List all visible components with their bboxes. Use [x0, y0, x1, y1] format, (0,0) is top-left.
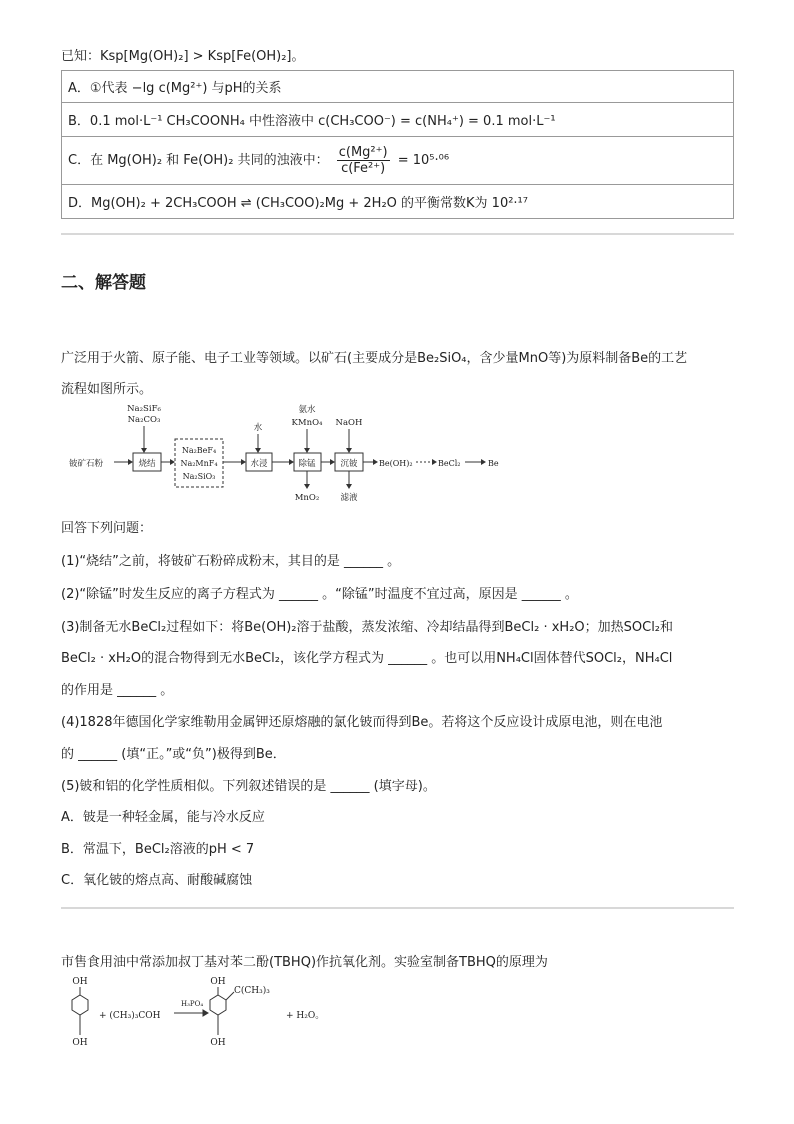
q1-intro-line2: 流程如图所示。: [61, 382, 153, 397]
q1-choice-b: B．常温下，BeCl₂溶液的pH < 7: [61, 842, 255, 857]
q1-prompt: 回答下列问题：: [61, 521, 153, 536]
reagent-na2co3: Na₂CO₃: [127, 415, 161, 425]
start-material: 铍矿石粉: [69, 459, 104, 469]
option-c-tail: = 10⁵·⁰⁶: [397, 153, 450, 168]
box-sintering-label: 烧结: [138, 459, 156, 469]
reagent-ammonia: 氨水: [298, 405, 316, 415]
option-d: D．Mg(OH)₂ + 2CH₃COOH ⇌ (CH₃COO)₂Mg + 2H₂O 的平衡常数K为 10²·¹⁷: [62, 185, 734, 219]
q1-sub2: (2)“除锰”时发生反应的离子方程式为 ______ 。“除锰”时温度不宜过高，原因是 ______ 。: [61, 587, 578, 602]
options-table: [61, 70, 734, 219]
hydroquinone-oh-top: OH: [72, 977, 88, 987]
product-be: Be: [488, 459, 499, 468]
reagent-na2sif6: Na₂SiF₆: [127, 404, 161, 414]
output-filtrate: 滤液: [340, 493, 358, 503]
reagent-naoh: NaOH: [335, 418, 363, 428]
output-mno2: MnO₂: [294, 493, 320, 503]
fraction-numerator: c(Mg²⁺): [338, 145, 388, 160]
byproduct-water: + H₂O。: [286, 1011, 325, 1021]
product-na2bef4: Na₂BeF₄: [181, 446, 217, 455]
fraction-denominator: c(Fe²⁺): [341, 161, 386, 176]
q1-sub3-line1: (3)制备无水BeCl₂过程如下：将Be(OH)₂溶于盐酸，蒸发浓缩、冷却结晶得到BeCl₂ · xH₂O；加热SOCl₂和: [61, 620, 674, 635]
section-title: 二、解答题: [61, 273, 146, 293]
option-c-label: C．在 Mg(OH)₂ 和 Fe(OH)₂ 共同的浊液中：: [68, 153, 329, 168]
reagent-kmno4: KMnO₄: [291, 418, 323, 428]
benzene-ring: [72, 995, 88, 1015]
process-flow-diagram: [66, 402, 506, 508]
catalyst-h3po4: H₃PO₄: [181, 1000, 204, 1008]
option-c-fraction: [337, 145, 390, 176]
divider: [61, 907, 734, 909]
tbhq-oh-bottom: OH: [210, 1038, 226, 1048]
known-condition: 已知：Ksp[Mg(OH)₂] > Ksp[Fe(OH)₂]。: [61, 49, 305, 64]
hydroquinone-oh-bottom: OH: [72, 1038, 88, 1048]
tbhq-substituent: C(CH₃)₃: [234, 986, 270, 996]
box-leaching-label: 水浸: [250, 459, 268, 469]
q1-sub4-line2: 的 ______ (填“正。”或“负”)极得到Be．: [61, 747, 286, 762]
option-b: B．0.1 mol·L⁻¹ CH₃COONH₄ 中性溶液中 c(CH₃COO⁻) = c(NH₄⁺) = 0.1 mol·L⁻¹: [62, 103, 734, 137]
q1-sub3-line2: BeCl₂ · xH₂O的混合物得到无水BeCl₂，该化学方程式为 ______ 。也可以用NH₄Cl固体替代SOCl₂，NH₄Cl: [61, 651, 673, 666]
q2-intro: 市售食用油中常添加叔丁基对苯二酚(TBHQ)作抗氧化剂。实验室制备TBHQ的原理为: [61, 955, 548, 970]
q1-sub1: (1)“烧结”之前，将铍矿石粉碎成粉末，其目的是 ______ 。: [61, 554, 401, 569]
q1-sub5: (5)铍和铝的化学性质相似。下列叙述错误的是 ______ (填字母)。: [61, 779, 436, 794]
option-c: [62, 137, 734, 185]
product-beoh2: Be(OH)₂: [379, 459, 413, 468]
box-demanganese-label: 除锰: [298, 459, 316, 469]
product-na2sio3: Na₂SiO₃: [182, 472, 216, 481]
reactant-tbutanol: + (CH₃)₃COH: [99, 1011, 161, 1021]
box-precipitation-label: 沉铍: [340, 459, 358, 469]
q1-choice-c: C．氧化铍的熔点高、耐酸碱腐蚀: [61, 873, 253, 888]
reagent-water: 水: [253, 423, 263, 433]
tbhq-oh-top: OH: [210, 977, 226, 987]
reaction-scheme: [66, 975, 346, 1050]
q1-sub4-line1: (4)1828年德国化学家维勒用金属钾还原熔融的氯化铍而得到Be。若将这个反应设计成原电池，则在电池: [61, 715, 663, 730]
product-na2mnf4: Na₂MnF₄: [180, 459, 218, 468]
q1-choice-a: A．铍是一种轻金属，能与冷水反应: [61, 810, 265, 825]
q1-sub3-line3: 的作用是 ______ 。: [61, 683, 174, 698]
divider: [61, 233, 734, 235]
q1-intro-line1: 广泛用于火箭、原子能、电子工业等领域。以矿石(主要成分是Be₂SiO₄，含少量MnO等)为原料制备Be的工艺: [61, 351, 688, 366]
option-a: A．①代表 −lg c(Mg²⁺) 与pH的关系: [62, 71, 734, 103]
product-becl2: BeCl₂: [438, 459, 461, 468]
benzene-ring: [210, 995, 226, 1015]
